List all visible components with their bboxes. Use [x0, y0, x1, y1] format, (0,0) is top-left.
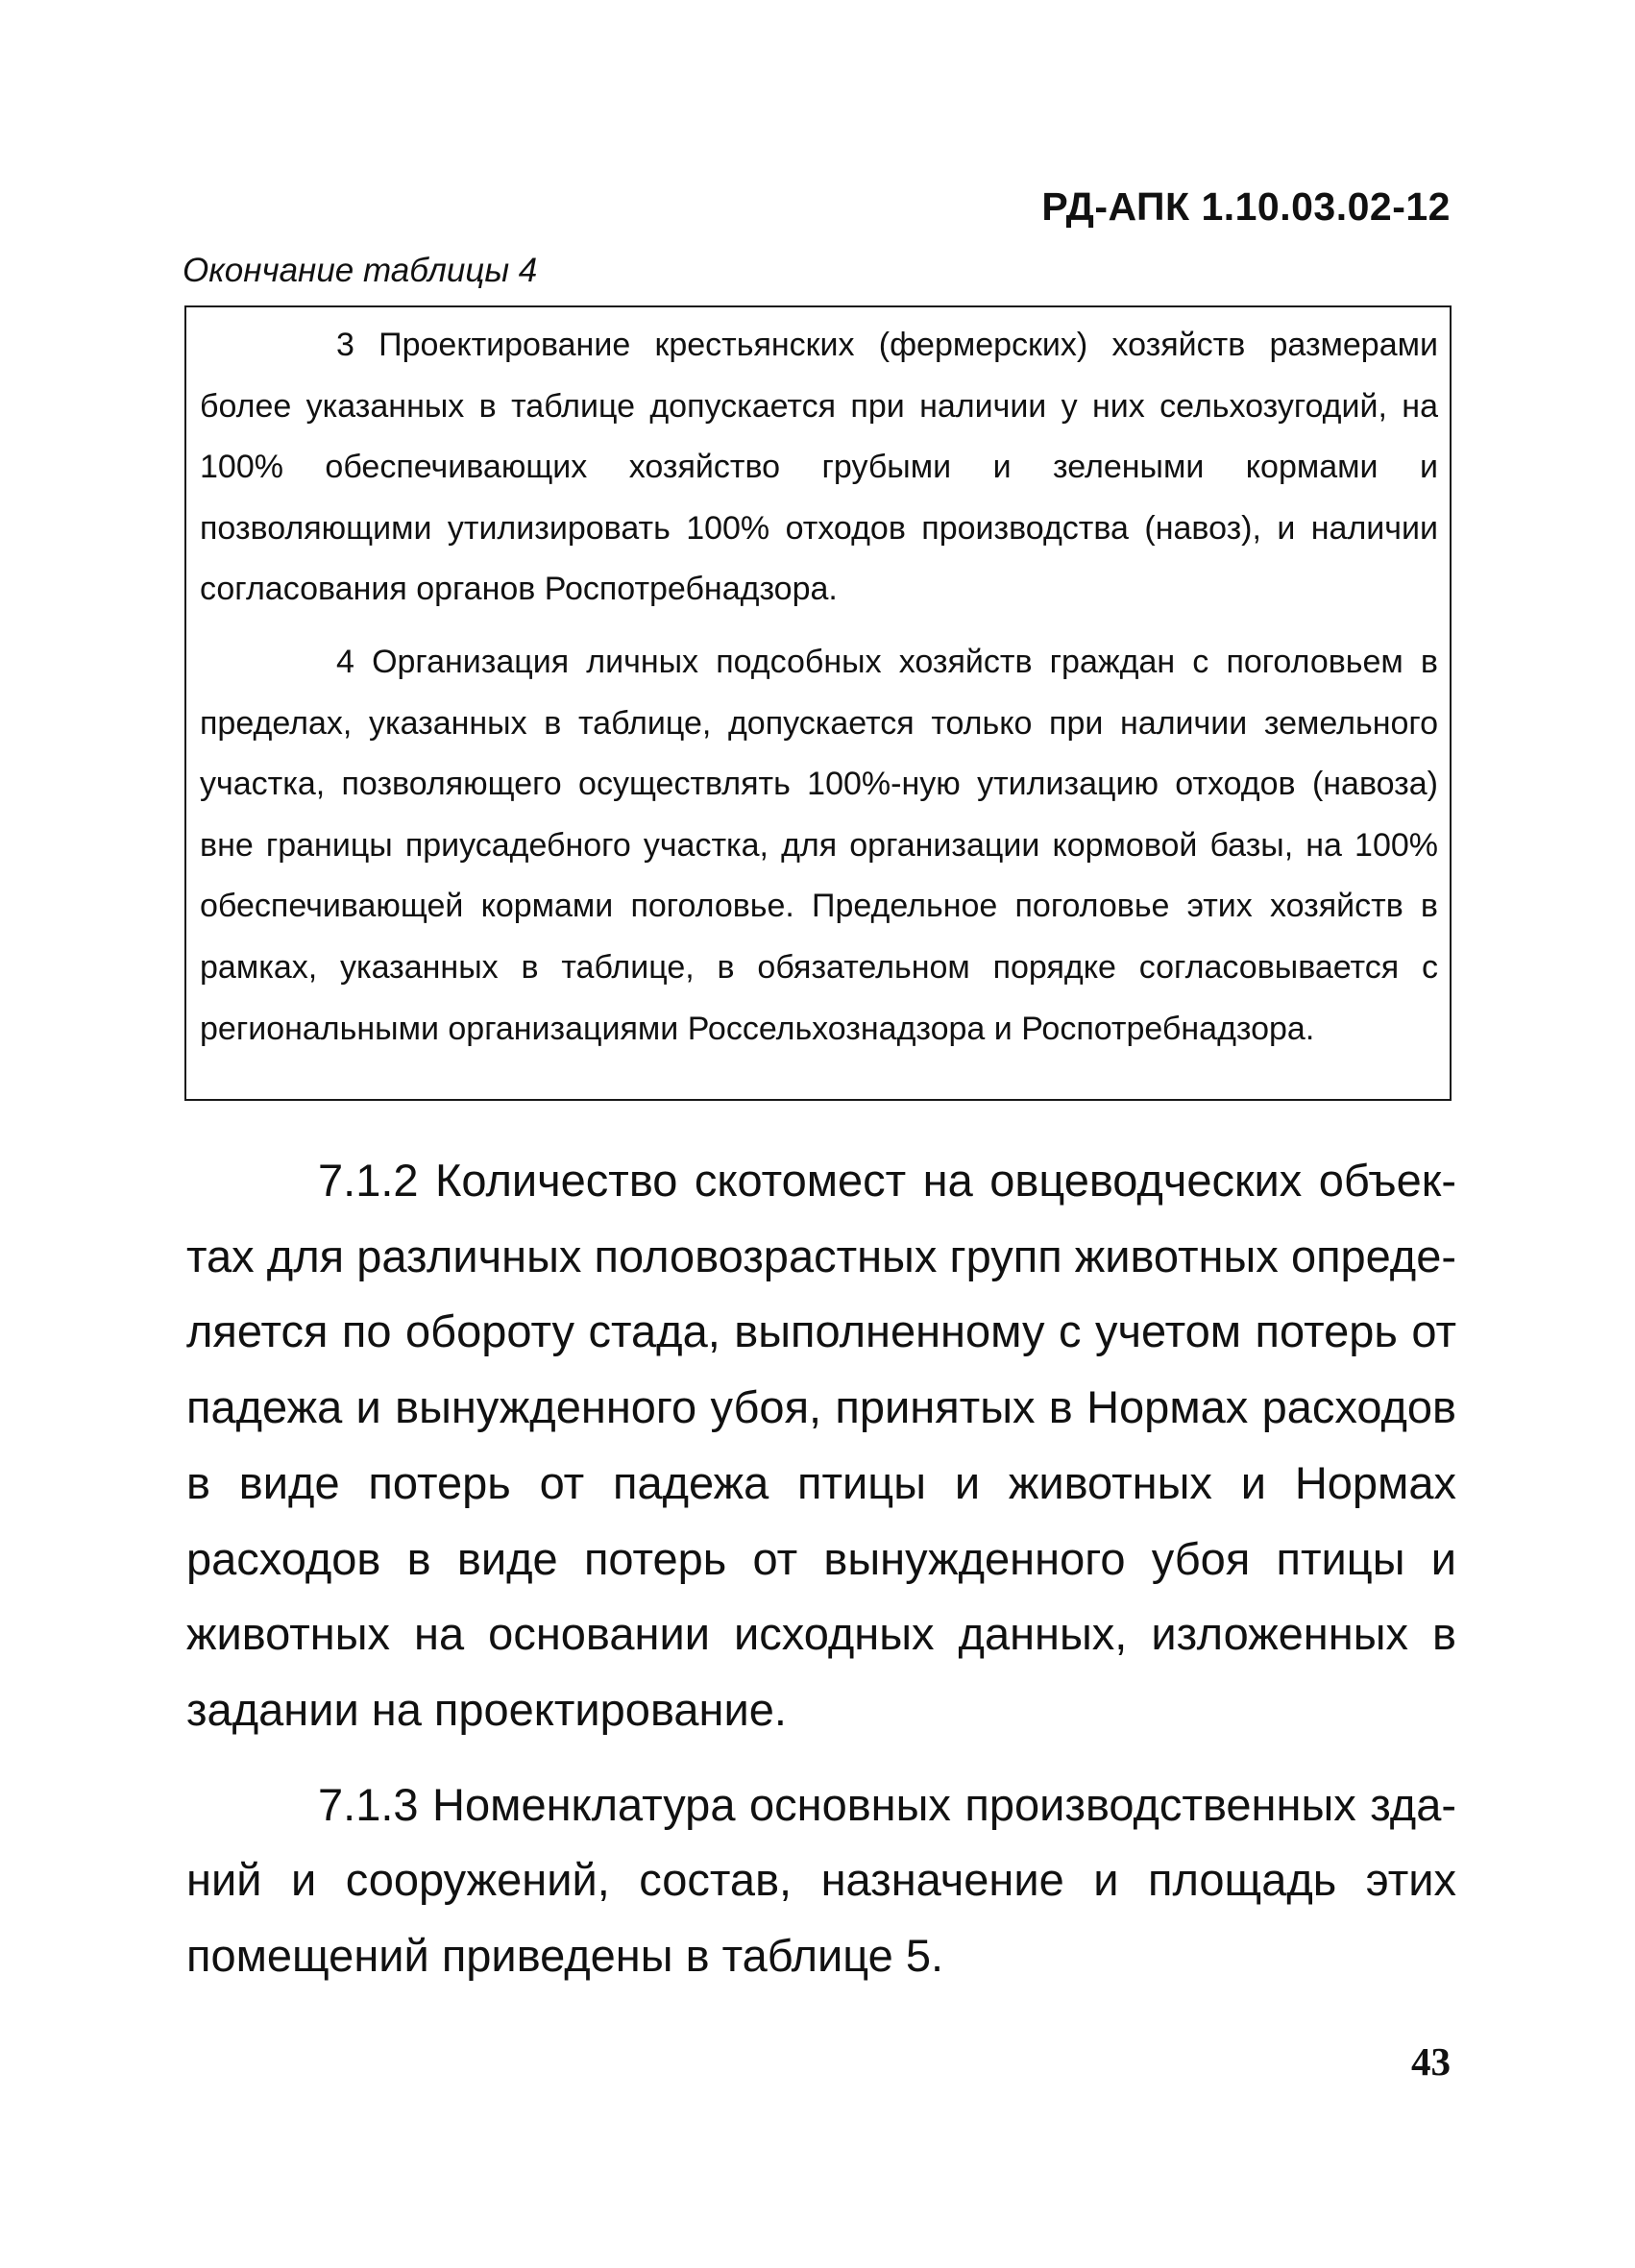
- main-text: [186, 1143, 1456, 1994]
- table-caption: Окончание таблицы 4: [183, 252, 538, 289]
- table-notes-box: [184, 305, 1452, 1101]
- table-note-4: 4 Организация личных подсобных хозяйств граждан с поголовьем в пределах, указанных в таблице, допускается только при наличии земельного участка, позволяющего осуществлять 100%-ную утилизацию отходов (навоза) вне границы приусадебного участка, для организации кормовой базы, на 100% обеспечивающей кормами поголовье. Предельное поголовье этих хозяйств в рамках, указанных в таблице, в обязательном порядке согласовывается с региональными организациями Россельхознадзора и Роспотребнадзора.: [200, 643, 1438, 1047]
- table-note-3: 3 Проектирование крестьянских (фермерских) хозяйств размерами более указанных в таблице допускается при наличии у них сельхозугодий, на 100% обеспечивающих хозяйство грубыми и зелеными кормами и позволяющими утилизировать 100% отходов производства (навоз), и наличии согласования органов Роспотребнадзора.: [200, 327, 1438, 608]
- document-code: РД-АПК 1.10.03.02-12: [1041, 184, 1451, 229]
- paragraph-7-1-2: 7.1.2 Количество скотомест на овцеводческих объектах для различных половозрастных групп животных определяется по обороту стада, выполненному с учетом потерь от падежа и вынужденного убоя, принятых в Нормах расходов в виде потерь от падежа птицы и животных и Нормах расходов в виде потерь от вынужденного убоя птицы и животных на основании исходных данных, изложенных в задании на проектирование.: [186, 1155, 1456, 1735]
- paragraph-7-1-3: 7.1.3 Номенклатура основных производственных зданий и сооружений, состав, назначение и площадь этих помещений приведены в таблице 5.: [186, 1778, 1456, 1982]
- page-number: 43: [1411, 2039, 1451, 2084]
